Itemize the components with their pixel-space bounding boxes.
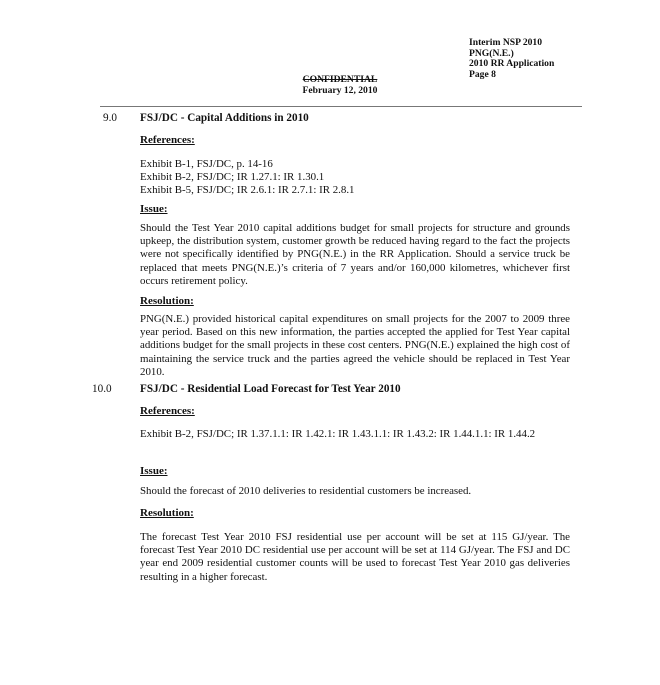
resolution-heading: Resolution: <box>140 295 194 307</box>
resolution-heading: Resolution: <box>140 507 194 519</box>
document-header-center <box>0 74 660 96</box>
reference-item: Exhibit B-2, FSJ/DC; IR 1.37.1.1: IR 1.42.1: IR 1.43.1.1: IR 1.43.2: IR 1.44.1.1: IR 1.44.2 <box>140 428 536 440</box>
reference-item: Exhibit B-1, FSJ/DC, p. 14-16 <box>140 158 273 170</box>
resolution-paragraph: The forecast Test Year 2010 FSJ residential use per account will be set at 115 GJ/year. The forecast Test Year 2010 DC residential use per account will be set at 114 GJ/year. The FSJ and DC year end 2009 residential customer counts will be used to forecast Test Year 2010 gas deliveries resulting in a higher forecast. <box>140 531 570 583</box>
issue-heading: Issue: <box>140 203 168 215</box>
header-line-application: 2010 RR Application <box>469 58 555 70</box>
issue-paragraph: Should the forecast of 2010 deliveries to residential customers be increased. <box>140 485 472 497</box>
references-list <box>140 428 560 441</box>
section-number: 9.0 <box>103 112 117 124</box>
header-line-title: Interim NSP 2010 <box>469 37 543 48</box>
header-line-company: PNG(N.E.) <box>469 47 514 59</box>
header-divider <box>100 106 582 107</box>
document-date: February 12, 2010 <box>302 85 378 96</box>
section-title: FSJ/DC - Capital Additions in 2010 <box>140 112 309 124</box>
references-heading: References: <box>140 134 195 146</box>
issue-paragraph: Should the Test Year 2010 capital additions budget for small projects for structure and grounds upkeep, the distribution system, customer growth be reduced having regard to the fact the projects were not specifically identified by PNG(N.E.) in the RR Application. Should a service truck be replaced that meets PNG(N.E.)’s criteria of 7 years and/or 160,000 kilometres, whichever first occurs retirement policy. <box>140 222 570 287</box>
section-number: 10.0 <box>92 383 112 395</box>
reference-item: Exhibit B-5, FSJ/DC; IR 2.6.1: IR 2.7.1: IR 2.8.1 <box>140 184 355 197</box>
references-heading: References: <box>140 405 195 417</box>
confidential-label: CONFIDENTIAL <box>302 74 378 85</box>
resolution-paragraph: PNG(N.E.) provided historical capital expenditures on small projects for the 2007 to 2009 three year period. Based on this new information, the parties accepted the applied for Test Year capital additions budget for the small projects in these cost centers. PNG(N.E.) explained the high cost of maintaining the service truck and the parties agreed the vehicle should be replaced in Test Year 2010. <box>140 313 570 378</box>
section-heading-10 <box>92 383 401 395</box>
section-heading-9 <box>103 112 309 124</box>
references-list <box>140 158 570 198</box>
header-line-page: Page 8 <box>469 68 496 80</box>
issue-heading: Issue: <box>140 465 168 477</box>
reference-item: Exhibit B-2, FSJ/DC; IR 1.27.1: IR 1.30.1 <box>140 171 325 184</box>
section-title: FSJ/DC - Residential Load Forecast for Test Year 2010 <box>140 383 401 395</box>
